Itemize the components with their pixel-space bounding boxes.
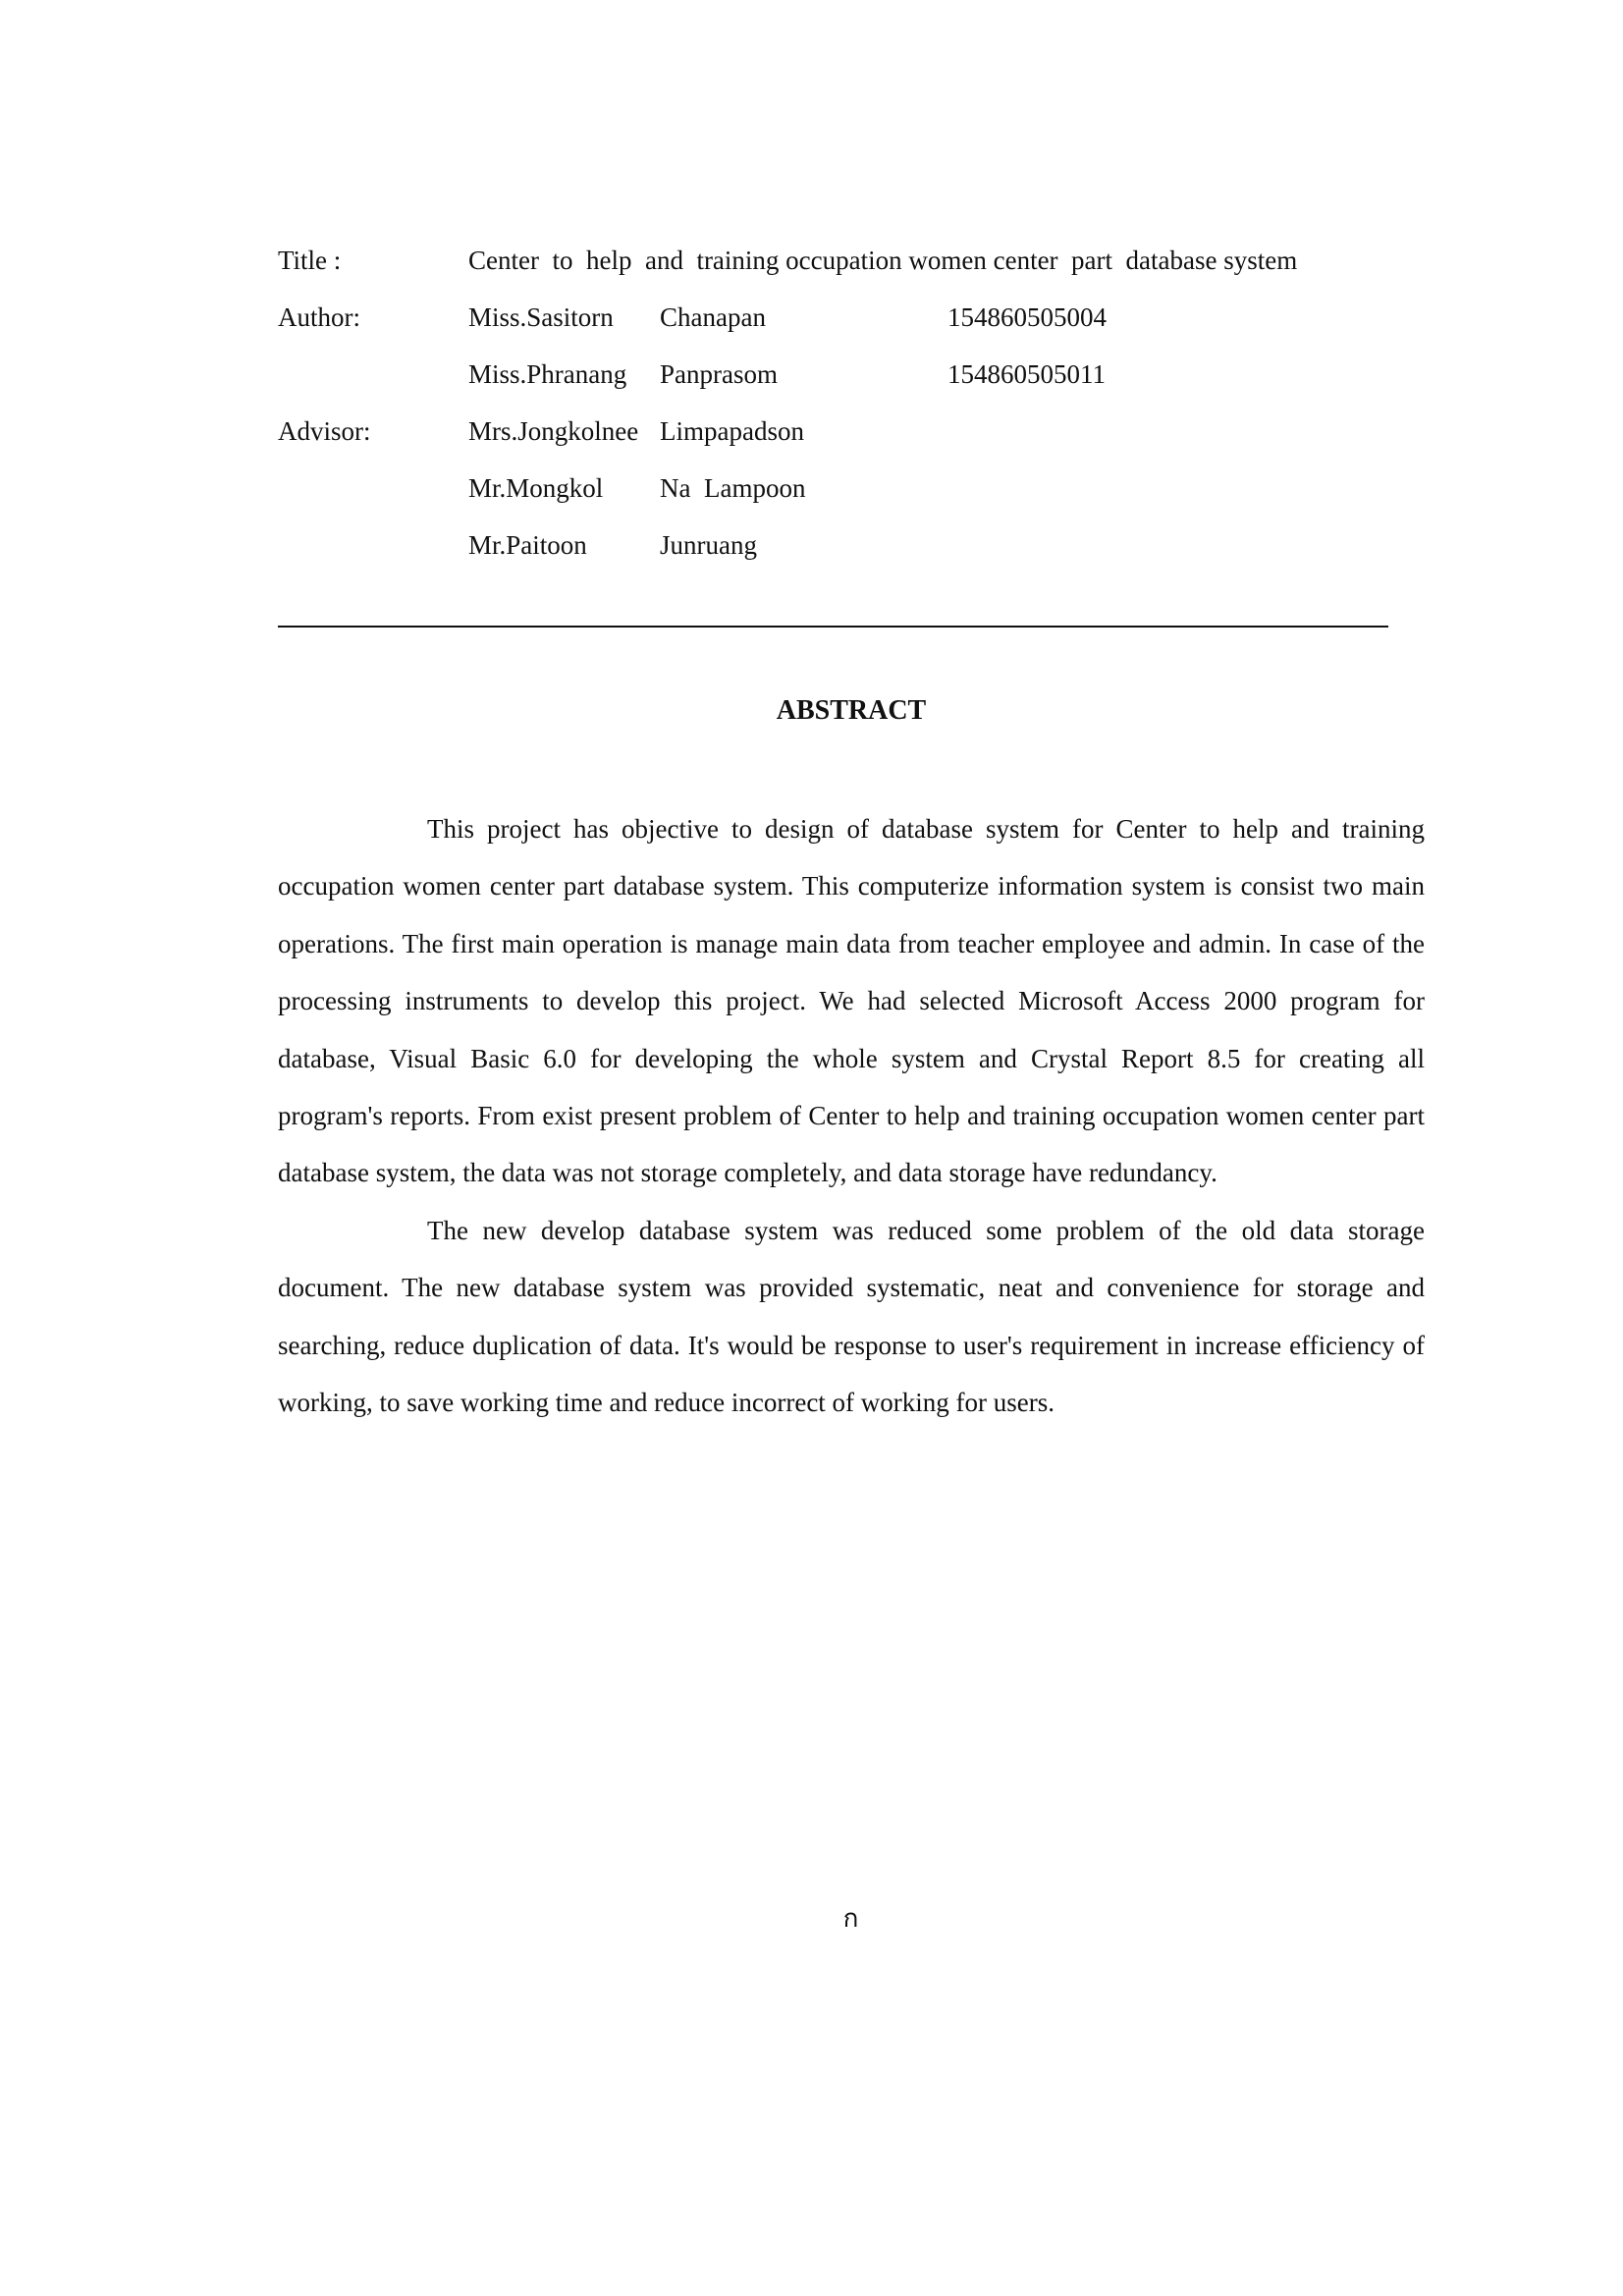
title-value: Center to help and training occupation women center part database system [468,246,1298,275]
title-row [278,232,1436,289]
abstract-paragraph: This project has objective to design of database system for Center to help and training occupation women center part database system. This computerize information system is consist two main operations. The first main operation is manage main data from teacher employee and admin. In case of the processing instruments to develop this project. We had selected Microsoft Access 2000 program for database, Visual Basic 6.0 for developing the whole system and Crystal Report 8.5 for creating all program's reports. From exist present problem of Center to help and training occupation women center part database system, the data was not storage completely, and data storage have redundancy. [278,814,1425,1188]
abstract-body [278,800,1425,1431]
advisor-first-name: Mr.Paitoon [468,530,587,560]
advisor-last-name: Na Lampoon [660,473,806,503]
author-last-name: Panprasom [660,359,778,389]
advisor-row [278,517,1436,574]
author-first-name: Miss.Phranang [468,359,627,389]
author-first-name: Miss.Sasitorn [468,302,614,332]
advisor-row [278,460,1436,517]
advisor-label: Advisor: [278,416,371,446]
author-label: Author: [278,302,360,332]
advisor-row [278,403,1436,460]
author-student-id: 154860505011 [947,359,1106,389]
advisor-last-name: Junruang [660,530,757,560]
author-row [278,289,1436,346]
author-row [278,346,1436,403]
author-last-name: Chanapan [660,302,766,332]
author-student-id: 154860505004 [947,302,1107,332]
page-number: ก [842,1904,859,1934]
advisor-first-name: Mrs.Jongkolnee [468,416,639,446]
abstract-paragraph: The new develop database system was reduced some problem of the old data storage document. The new database system was provided systematic, neat and convenience for storage and searching, reduce duplication of data. It's would be response to user's requirement in increase efficiency of working, to save working time and reduce incorrect of working for users. [278,1215,1425,1418]
title-label: Title : [278,246,342,275]
abstract-heading: ABSTRACT [776,695,927,726]
advisor-first-name: Mr.Mongkol [468,473,604,503]
horizontal-rule [278,626,1388,628]
advisor-last-name: Limpapadson [660,416,804,446]
thesis-info-block [278,232,1436,574]
